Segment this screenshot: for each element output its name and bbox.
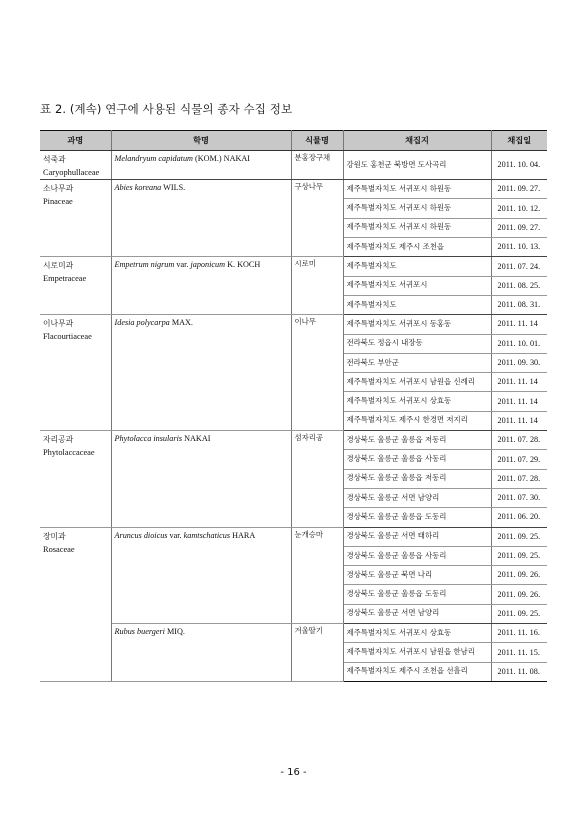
header-collection-site: 채집지 (343, 131, 491, 151)
scientific-name-cell (111, 257, 291, 315)
collection-site-cell: 전라북도 부안군 (343, 353, 491, 372)
collection-site-cell: 제주특별자치도 제주시 한경면 저지리 (343, 411, 491, 430)
collection-site-cell: 경상북도 울릉군 울릉읍 사동리 (343, 546, 491, 565)
family-name-latin: Caryophullaceae (43, 168, 100, 178)
family-cell (40, 151, 111, 180)
scientific-name: Aruncus dioicus (114, 530, 168, 540)
family-cell (40, 431, 111, 527)
scientific-author: var. (167, 530, 184, 540)
collection-site-cell: 경상북도 울릉군 서면 남양리 (343, 488, 491, 507)
collection-date-cell: 2011. 09. 27. (491, 180, 547, 199)
collection-date-cell: 2011. 09. 30. (491, 353, 547, 372)
plant-name-cell: 구상나무 (291, 180, 343, 257)
collection-date-cell: 2011. 07. 29. (491, 450, 547, 469)
page-number: - 16 - (280, 767, 307, 778)
scientific-author: (KOM.) NAKAI (192, 154, 251, 163)
scientific-author: var. (174, 260, 191, 270)
collection-site-cell: 경상북도 울릉군 서면 남양리 (343, 604, 491, 623)
collection-site-cell: 경상북도 울릉군 울릉읍 저동리 (343, 469, 491, 488)
scientific-variety: japonicum (190, 260, 226, 270)
collection-date-cell: 2011. 11. 14 (491, 411, 547, 430)
collection-site-cell: 경상북도 울릉군 서면 태하리 (343, 527, 491, 546)
family-cell (40, 257, 111, 315)
scientific-name-cell (111, 527, 291, 623)
collection-date-cell: 2011. 11. 16. (491, 623, 547, 642)
collection-site-cell: 경상북도 울릉군 북면 나리 (343, 566, 491, 585)
family-name-korean: 자리공과 (43, 435, 74, 445)
collection-date-cell: 2011. 09. 25. (491, 546, 547, 565)
family-name-korean: 이나무과 (43, 319, 74, 329)
scientific-name: Rubus buergeri (114, 626, 165, 636)
plant-name-cell: 이나무 (291, 315, 343, 431)
collection-date-cell: 2011. 09. 25. (491, 604, 547, 623)
scientific-name: Empetrum nigrum (114, 260, 175, 270)
collection-date-cell: 2011. 11. 14 (491, 373, 547, 392)
collection-date-cell: 2011. 07. 30. (491, 488, 547, 507)
scientific-variety-author: HARA (230, 530, 256, 540)
collection-date-cell: 2011. 10. 04. (491, 151, 547, 180)
collection-date-cell: 2011. 09. 26. (491, 585, 547, 604)
scientific-name: Abies koreana (114, 183, 162, 193)
collection-site-cell: 제주특별자치도 서귀포시 남원읍 한남리 (343, 643, 491, 662)
collection-date-cell: 2011. 06. 20. (491, 508, 547, 527)
seed-collection-table (40, 130, 547, 682)
table-row (40, 315, 547, 334)
table-row (40, 623, 547, 642)
collection-site-cell: 경상북도 울릉군 울릉읍 도동리 (343, 508, 491, 527)
scientific-name-cell (111, 623, 291, 681)
table-body (40, 151, 547, 682)
collection-date-cell: 2011. 07. 24. (491, 257, 547, 276)
collection-date-cell: 2011. 09. 27. (491, 218, 547, 237)
collection-site-cell: 제주특별자치도 서귀포시 하원동 (343, 199, 491, 218)
scientific-name: Idesia polycarpa (114, 318, 170, 328)
collection-site-cell: 경상북도 울릉군 울릉읍 저동리 (343, 431, 491, 450)
family-name-latin: Phytolaccaceae (43, 448, 95, 458)
table-row (40, 527, 547, 546)
table-header (40, 131, 547, 151)
plant-name-cell: 섬자리공 (291, 431, 343, 527)
scientific-name: Phytolacca insularis (114, 434, 183, 444)
collection-date-cell: 2011. 11. 14 (491, 392, 547, 411)
header-collection-date: 채집일 (491, 131, 547, 151)
table-row (40, 431, 547, 450)
collection-site-cell: 제주특별자치도 서귀포시 하원동 (343, 218, 491, 237)
scientific-name-cell (111, 180, 291, 257)
collection-site-cell: 제주특별자치도 (343, 257, 491, 276)
plant-name-cell: 분홍장구채 (291, 151, 343, 180)
scientific-variety: kamtschaticus (183, 530, 231, 540)
collection-site-cell: 제주특별자치도 서귀포시 상효동 (343, 392, 491, 411)
table-row (40, 180, 547, 199)
scientific-name: Melandryum capidatum (114, 154, 193, 163)
header-scientific-name: 학명 (111, 131, 291, 151)
family-name-korean: 시로미과 (43, 261, 74, 271)
collection-date-cell: 2011. 09. 25. (491, 527, 547, 546)
collection-date-cell: 2011. 09. 26. (491, 566, 547, 585)
collection-date-cell: 2011. 11. 14 (491, 315, 547, 334)
collection-site-cell: 제주특별자치도 서귀포시 동홍동 (343, 315, 491, 334)
scientific-author: MAX. (169, 318, 193, 328)
collection-site-cell: 제주특별자치도 서귀포시 하원동 (343, 180, 491, 199)
collection-site-cell: 제주특별자치도 제주시 조천읍 (343, 238, 491, 257)
scientific-author: WILS. (161, 183, 186, 193)
collection-site-cell: 전라북도 정읍시 내장동 (343, 334, 491, 353)
header-row (40, 131, 547, 151)
table-row (40, 257, 547, 276)
family-name-latin: Pinaceae (43, 197, 73, 207)
collection-date-cell: 2011. 11. 15. (491, 643, 547, 662)
collection-date-cell: 2011. 10. 12. (491, 199, 547, 218)
collection-date-cell: 2011. 08. 25. (491, 276, 547, 295)
scientific-variety-author: K. KOCH (225, 260, 261, 270)
family-name-latin: Rosaceae (43, 544, 75, 554)
scientific-name-cell (111, 151, 291, 180)
collection-date-cell: 2011. 08. 31. (491, 295, 547, 314)
collection-site-cell: 제주특별자치도 서귀포시 남원읍 신례리 (343, 373, 491, 392)
collection-date-cell: 2011. 07. 28. (491, 431, 547, 450)
collection-site-cell: 제주특별자치도 제주시 조천읍 선흘리 (343, 662, 491, 681)
header-plant-name: 식물명 (291, 131, 343, 151)
table-caption: 표 2. (계속) 연구에 사용된 식물의 종자 수집 정보 (40, 102, 293, 116)
scientific-author: MIQ. (164, 626, 185, 636)
family-name-korean: 석죽과 (43, 155, 66, 164)
family-cell (40, 315, 111, 431)
family-cell (40, 527, 111, 681)
collection-site-cell: 경상북도 울릉군 울릉읍 도동리 (343, 585, 491, 604)
family-name-latin: Empetraceae (43, 274, 87, 284)
collection-date-cell: 2011. 11. 08. (491, 662, 547, 681)
scientific-author: NAKAI (182, 434, 211, 444)
family-name-korean: 장미과 (43, 531, 66, 541)
family-name-korean: 소나무과 (43, 184, 74, 194)
collection-site-cell: 강원도 홍천군 북방면 도사곡리 (343, 151, 491, 180)
table-row (40, 151, 547, 180)
plant-name-cell: 겨울딸기 (291, 623, 343, 681)
plant-name-cell: 시로미 (291, 257, 343, 315)
header-family: 과명 (40, 131, 111, 151)
collection-site-cell: 경상북도 울릉군 울릉읍 사동리 (343, 450, 491, 469)
family-name-latin: Flacourtiaceae (43, 332, 92, 342)
scientific-name-cell (111, 315, 291, 431)
plant-name-cell: 눈개승마 (291, 527, 343, 623)
scientific-name-cell (111, 431, 291, 527)
collection-site-cell: 제주특별자치도 서귀포시 (343, 276, 491, 295)
collection-date-cell: 2011. 10. 01. (491, 334, 547, 353)
collection-site-cell: 제주특별자치도 (343, 295, 491, 314)
collection-date-cell: 2011. 07. 28. (491, 469, 547, 488)
collection-site-cell: 제주특별자치도 서귀포시 상효동 (343, 623, 491, 642)
family-cell (40, 180, 111, 257)
collection-date-cell: 2011. 10. 13. (491, 238, 547, 257)
